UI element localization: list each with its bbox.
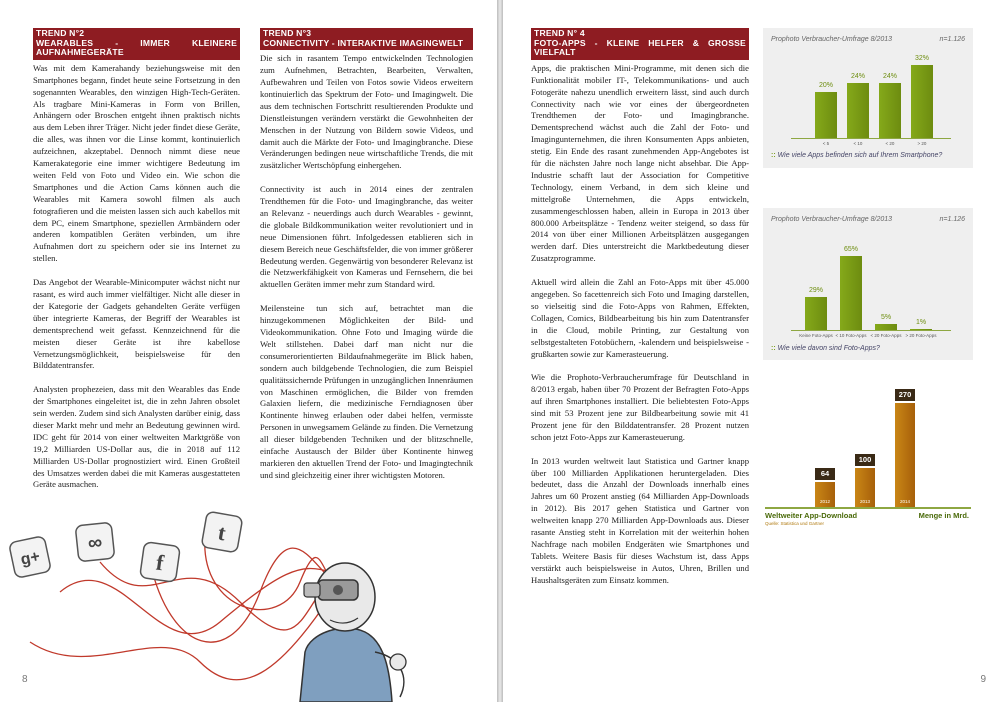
trend2-column bbox=[33, 28, 240, 503]
chart-baseline bbox=[765, 507, 971, 509]
page-number-right: 9 bbox=[980, 674, 986, 685]
trend3-paragraph: Meilensteine tun sich auf, betrachtet man die hinzugekommenen Möglichkeiten der Bild- und Videokommunikation. Ohne Foto und Imaging würde die Welt stillstehen. Dabei darf man nicht nur die consumerorientierten Bildaufnahmegeräte im Blick haben, sondern auch bildgebende Technologien, die zum Beispiel qualitätssichernde Prüfungen in unzugänglichen Innenräumen von Maschinen ermöglichen, die Bilder von fremden Galaxien liefern, die medizinische Ferndiagnosen über Kontinente hinweg erlauben oder dabei helfen, vermisste Personen in unwegsamem Gelände zu finden. Die Vernetzung all dieser bildgebenden Techniken und der blitzschnelle, einfache Austausch der Bilder über Kontinente hinweg markieren den aktuellen Trend der Foto- und Imagingtechnik und sind gleichzeitig einer ihrer wichtigsten Motoren. bbox=[260, 303, 473, 480]
trend3-column bbox=[260, 28, 473, 494]
trend3-number: TREND N°3 bbox=[263, 28, 312, 38]
left-page bbox=[0, 0, 497, 702]
trend4-column bbox=[531, 28, 749, 599]
social-icon-facebook bbox=[140, 542, 181, 583]
chart-title: Prophoto Verbraucher-Umfrage 8/2013 bbox=[771, 216, 893, 223]
chart-bar bbox=[911, 65, 933, 138]
trend2-paragraph: Das Angebot der Wearable-Minicomputer wächst nicht nur rasant, es wird auch immer vielfältiger. Nicht alle dieser in der Kategorie der Gadgets gehandelten Geräte verfügen über integrierte Kameras, der Begriff der Wearables ist dementsprechend weit gefasst. Kennzeichnend für die meisten dieser Geräte ist ihre kabellose Vernetzungsmöglichkeit, beispielsweise für den Bilddatentransfer. bbox=[33, 277, 240, 371]
chart-question: :: Wie viele davon sind Foto-Apps? bbox=[771, 345, 880, 352]
chart-bar bbox=[875, 324, 897, 330]
chart-tick-label: < 10 bbox=[853, 141, 863, 146]
chart-tick-label: < 5 bbox=[822, 141, 830, 146]
chart-value-label: 32% bbox=[914, 54, 929, 62]
trend4-header bbox=[531, 28, 749, 60]
trend3-header bbox=[260, 28, 473, 50]
chart-bar bbox=[805, 297, 827, 330]
right-page bbox=[503, 0, 1000, 702]
chart-tick-label: < 20 bbox=[885, 141, 895, 146]
chart-tick-label: < 20 Foto-Apps bbox=[870, 333, 902, 338]
chart-value-label: 100 bbox=[855, 454, 875, 466]
chart-title: Weltweiter App-Download bbox=[765, 511, 858, 520]
social-icon-flickr bbox=[75, 522, 115, 562]
chart-bar bbox=[910, 329, 932, 330]
chart-axis bbox=[791, 330, 951, 331]
chart-title: Prophoto Verbraucher-Umfrage 8/2013 bbox=[771, 36, 893, 43]
chart-tick-label: > 20 bbox=[917, 141, 927, 146]
social-icon-googleplus bbox=[9, 536, 52, 579]
trend4-title: FOTO-APPS - KLEINE HELFER & GROSSE VIELFALT bbox=[534, 37, 746, 58]
page-number-left: 8 bbox=[22, 674, 28, 685]
trend2-number: TREND N°2 bbox=[36, 28, 85, 38]
trend4-number: TREND N° 4 bbox=[534, 28, 585, 38]
chart-value-label: 5% bbox=[880, 314, 892, 322]
chart-bar bbox=[815, 92, 837, 138]
chart-value-label: 270 bbox=[895, 389, 915, 401]
googleplus-icon: g+ bbox=[19, 548, 42, 569]
chart-value-label: 20% bbox=[818, 82, 833, 90]
chart-question-text: Wie viele davon sind Foto-Apps? bbox=[777, 345, 880, 352]
chart-bar bbox=[879, 83, 901, 138]
chart-app-downloads bbox=[763, 390, 973, 530]
trend4-paragraph: Apps, die praktischen Mini-Programme, mit denen sich die Funktionalität mobiler IT-, Telekommunikations- und auch Fotogeräte nahezu unendlich erweitern lässt, sind auch durch Connectivity nach wie vor eines der übergeordneten Trendthemen der Foto- und Imagingbranche. Dementsprechend wächst auch die Zahl der Foto- und Imagingunternehmen, die ihren Konsumenten Apps anbieten, stetig. Ein Ende des rasant zunehmenden App-Angebotes ist für die nächsten Jahre noch lange nicht absehbar. Die App-Industrie schafft laut der Association for Competitive Technology, einem Verband, in dem sich kleine und mittelgroße Unternehmen, die Apps entwickeln, zusammengeschlossen haben, allein in Europa in 2013 über 800.000 Arbeitsplätze - Tendenz weiter steigend, so dass für 2014 von über einer Millionen Arbeitsplätzen ausgegangen werden darf. Dies unterstreicht die Marktbedeutung dieser Zusatzprogramme. bbox=[531, 62, 749, 264]
trend3-title: CONNECTIVITY - INTERAKTIVE IMAGINGWELT bbox=[263, 37, 464, 48]
chart-sample-size: n=1.126 bbox=[939, 216, 965, 223]
chart-value-label: 29% bbox=[808, 286, 823, 294]
chart-unit-label: Menge in Mrd. bbox=[918, 511, 969, 520]
chart-tick-label: < 10 Foto-Apps bbox=[835, 333, 867, 338]
trend3-paragraph: Connectivity ist auch in 2014 eines der zentralen Trendthemen für die Foto- und Imagingbranche, das weiter an Relevanz - neuerdings auch durch Wearables - gewinnt, die globale Bildkommunikation weiter revolutioniert und in neue Dimensionen führt. Infolgedessen etablieren sich in diesem Bereich neue Geschäftsfelder, die von immer größerer Bedeutung werden. Gegenwärtig von besonderer Relevanz ist die Netzwerkfähigkeit von Kameras und Fernsehern, die bei aktuellen Geräten immer mehr zum Standard wird. bbox=[260, 184, 473, 290]
chart-question: :: Wie viele Apps befinden sich auf Ihrem Smartphone? bbox=[771, 152, 943, 159]
trend4-paragraph: Wie die Prophoto-Verbraucherumfrage für Deutschland in 8/2013 ergab, haben über 70 Prozent der Befragten Foto-Apps auf ihren Smartphones installiert. Die beliebtesten Foto-Apps sind mit 53 Prozent jene zur Bildbearbeitung sowie mit 41 Prozent jene für den Bilddatentransfer. 28 Prozent nutzen schon jetzt Foto-Apps zur Kamerasteuerung. bbox=[531, 372, 749, 442]
chart-tick-label: 2014 bbox=[899, 499, 910, 504]
chart-tick-label: 2013 bbox=[859, 499, 870, 504]
chart-value-label: 65% bbox=[843, 245, 858, 253]
chart-sample-size: n=1.126 bbox=[939, 36, 965, 43]
chart-value-label: 1% bbox=[915, 318, 927, 326]
chart-tick-label: Keine Foto-Apps bbox=[799, 333, 833, 338]
chart-source: Quelle: Statistica und Gartner bbox=[765, 521, 825, 526]
chart-bar bbox=[840, 256, 862, 330]
chart-tick-label: 2012 bbox=[819, 499, 830, 504]
chart-foto-apps bbox=[763, 208, 973, 360]
trend4-paragraph: In 2013 wurden weltweit laut Statistica und Gartner knapp über 100 Milliarden Applikationen heruntergeladen. Dies bedeutet, dass die Anzahl der Downloads innerhalb eines Jahres um 60 Prozent anstieg (64 Milliarden App-Downloads in 2012). Bis 2017 gehen Statistica und Gartner von weltweiten knapp 270 Milliarden App-Downloads aus. Dieser rasante Anstieg steht in Korrelation mit der weiterhin hohen Nachfrage nach mobilen Endgeräten wie Smartphones und Tablets. Weitere Basis für dieses Wachstum ist, dass Apps verstärkt auch beispielsweise in Autos, Uhren, Brillen und Haushaltsgeräten zum Einsatz kommen. bbox=[531, 455, 749, 585]
flickr-icon: ∞ bbox=[86, 531, 104, 555]
trend2-title: WEARABLES - IMMER KLEINERE AUFNAHMEGERÄTE bbox=[36, 37, 237, 58]
tumblr-icon: t bbox=[216, 519, 228, 546]
social-icon-tumblr bbox=[201, 511, 243, 553]
chart-tick-label: > 20 Foto-Apps bbox=[905, 333, 937, 338]
chart-value-label: 64 bbox=[815, 468, 835, 480]
chart-question-text: Wie viele Apps befinden sich auf Ihrem Smartphone? bbox=[777, 152, 943, 159]
chart-bar bbox=[895, 403, 915, 507]
chart-value-label: 24% bbox=[850, 73, 865, 81]
trend4-paragraph: Aktuell wird allein die Zahl an Foto-Apps mit über 45.000 angegeben. So facettenreich sich Foto und Imaging darstellen, so vielseitig sind die Foto-Apps von Rahmen, Effekten, Collagen, Comics, Bildbearbeitung bis hin zum Datentransfer in die Cloud, mobile Printing, zur Gestaltung von selbstgestalteten Fotobüchern, -kalendern und beispielsweise -grußkarten sowie zur Kamerasteuerung. bbox=[531, 277, 749, 359]
facebook-icon: f bbox=[154, 549, 166, 576]
trend2-paragraph: Was mit dem Kamerahandy beziehungsweise mit den Smartphones begann, findet heute seine Fortsetzung in den sogenannten Wearables, den winzigen High-Tech-Geräten. Als tragbare Mini-Kameras in Form von Brillen, Anhängern oder Broschen entgeht ihnen praktisch nichts aus dem Leben ihrer Träger. Nicht jeder findet diese Geräte, die alles, was ihnen vor die Linse kommt, kontinuierlich aufzeichnen, akzeptabel. Dennoch nimmt diese neue Kamerakategorie eine immer wichtigere Bedeutung im weiten Feld von Foto und Video ein. Wie schon die Smartphones und die Action Cams können auch die Wearables mit Kamera sowohl filmen als auch fotografieren und die meisten lassen sich auch kabellos mit dem PC, einem Smartphone, speziellen Armbändern oder anderen kompatiblen Geräten verbinden, um ihre Aufnahmen dort zu speichern oder sie ins Internet zu stellen. bbox=[33, 62, 240, 264]
chart-bar bbox=[847, 83, 869, 138]
chart-axis bbox=[791, 138, 951, 139]
cartoon-man-with-vr-goggles bbox=[300, 563, 406, 702]
cable-lines bbox=[30, 537, 336, 680]
chart-apps-on-smartphone bbox=[763, 28, 973, 168]
chart-value-label: 24% bbox=[882, 73, 897, 81]
trend2-header bbox=[33, 28, 240, 60]
trend3-paragraph: Die sich in rasantem Tempo entwickelnden Technologien zum Aufnehmen, Betrachten, Bearbeiten, Verwalten, Aufbewahren und Teilen von Fotos sowie Videos erweitern kontinuierlich das Spektrum der Foto- und Imagingwelt. Die aus dem technischen Fortschritt resultierenden Produkte und Dienstleistungen verändern verstärkt die Gewohnheiten der Menschen in der Nutzung von Bildern sowie Videos, und damit auch die Märkte der Foto- und Imagingbranche. Diese Veränderungen bedingen neue wirtschaftliche Trends, die mit zusätzlicher Wertschöpfung einhergehen. bbox=[260, 53, 473, 171]
trend2-paragraph: Analysten prophezeien, dass mit den Wearables das Ende der Smartphones eingeleitet ist, die in zehn Jahren obsolet sein werden. Zudem sind sich Analysten darüber einig, dass dieser Markt mehr und mehr an Bedeutung gewinnen wird. IDC geht für 2014 von einer weltweiten Marktgröße von 19,2 Milliarden US-Dollar aus, die in 2018 auf 112 Milliarden US-Dollar prognostiziert wird. Einen Großteil des Umsatzes werden dabei die mit Kameras ausgestatteten Geräte ausmachen. bbox=[33, 384, 240, 490]
connectivity-illustration bbox=[0, 502, 497, 702]
